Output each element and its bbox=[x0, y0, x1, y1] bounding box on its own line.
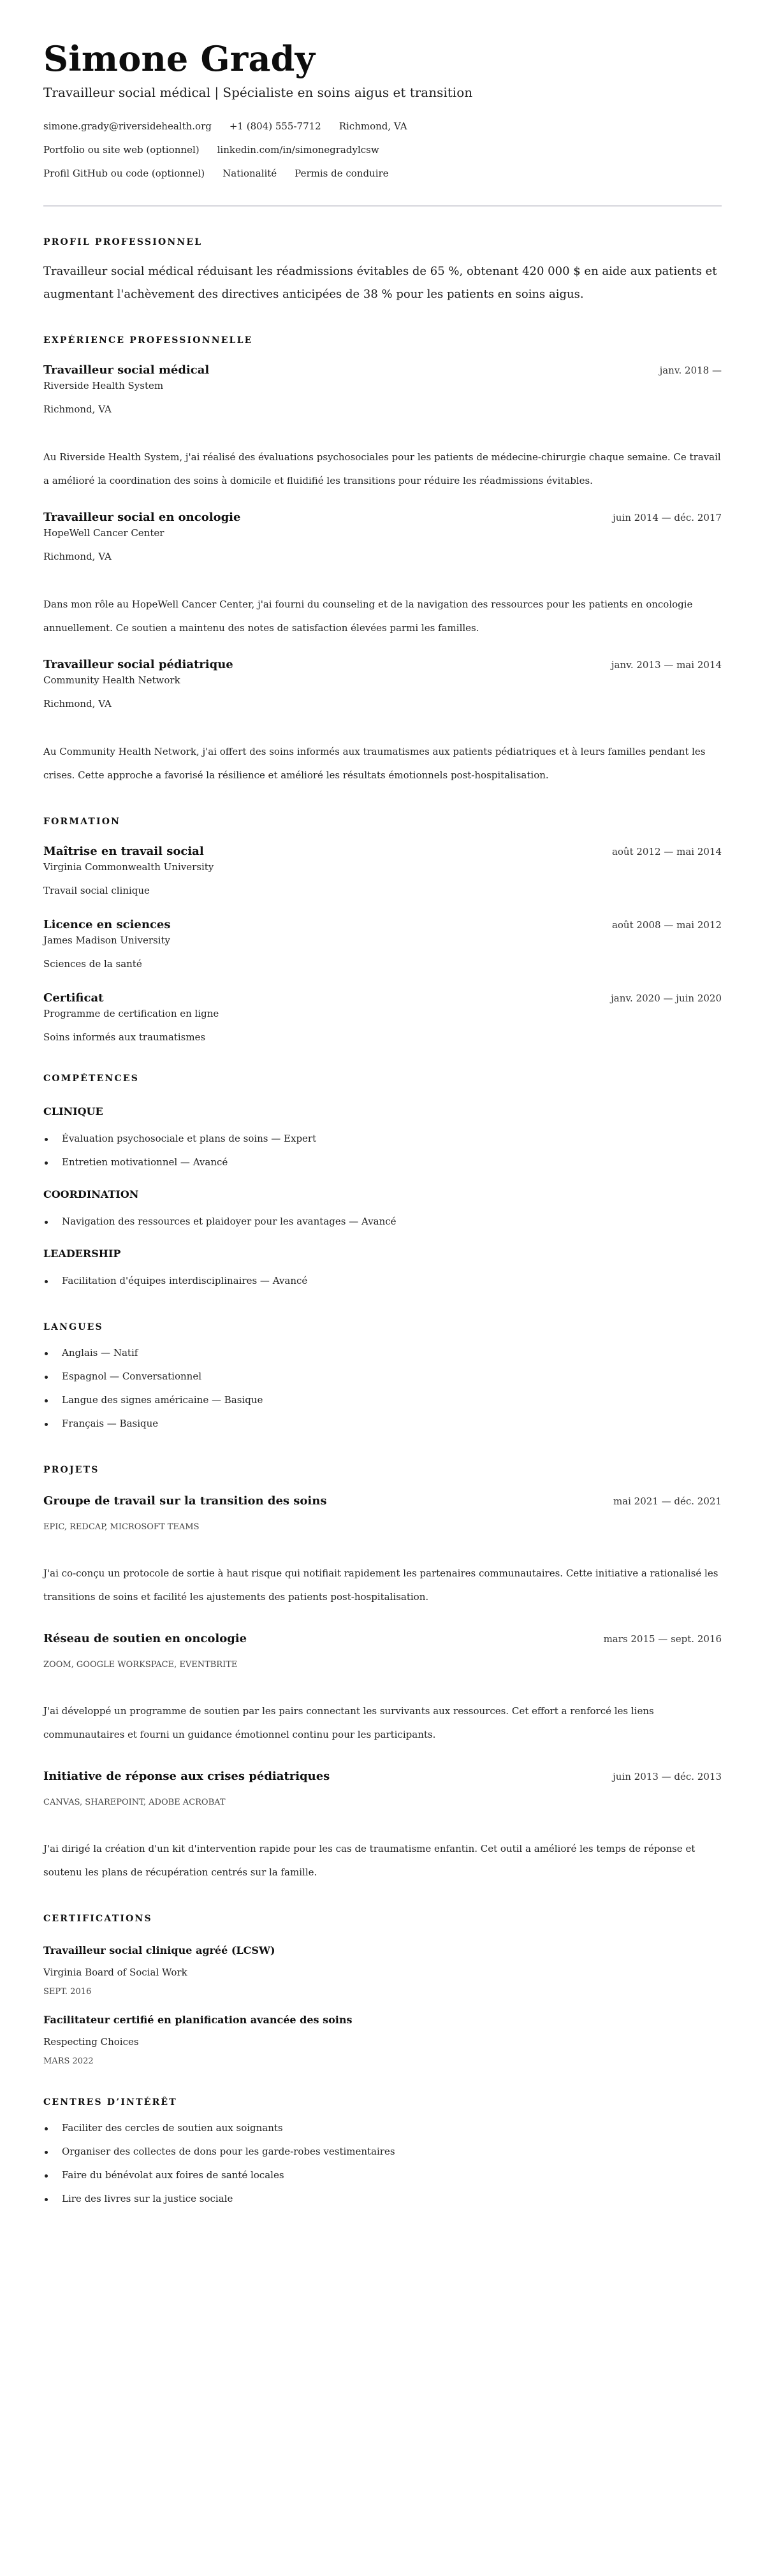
languages-section bbox=[43, 1321, 722, 1436]
contact-location: Richmond, VA bbox=[339, 120, 407, 132]
experience-entry bbox=[43, 362, 722, 493]
section-title: CERTIFICATIONS bbox=[43, 1914, 152, 1924]
language-item: Langue des signes américaine — Basique bbox=[43, 1388, 722, 1412]
language-item: Français — Basique bbox=[43, 1412, 722, 1436]
education-entry bbox=[43, 917, 722, 971]
section-title: PROJETS bbox=[43, 1465, 99, 1475]
certification-name: Travailleur social clinique agréé (LCSW) bbox=[43, 1944, 275, 1956]
contact-row bbox=[43, 143, 722, 156]
certification-issuer: Respecting Choices bbox=[43, 2036, 139, 2048]
job-employer: Community Health Network bbox=[43, 674, 180, 686]
project-entry bbox=[43, 1493, 722, 1609]
interest-item: Organiser des collectes de dons pour les garde-robes vestimentaires bbox=[43, 2140, 722, 2164]
project-date: mars 2015 — sept. 2016 bbox=[603, 1633, 722, 1645]
degree-title: Certificat bbox=[43, 991, 104, 1005]
resume-header bbox=[43, 36, 722, 180]
experience-entry bbox=[43, 657, 722, 787]
contact-github[interactable]: Profil GitHub ou code (optionnel) bbox=[43, 168, 205, 179]
candidate-name: Simone Grady bbox=[43, 38, 316, 79]
experience-section bbox=[43, 334, 722, 787]
school-name: James Madison University bbox=[43, 935, 170, 946]
profile-summary: Travailleur social médical réduisant les réadmissions évitables de 65 %, obtenant 420 000 $ en aide aux patients et augmentant l'achèvement des directives anticipées de 38 % pour les patients en soins aigus. bbox=[43, 265, 717, 301]
projects-section bbox=[43, 1464, 722, 1884]
education-entry bbox=[43, 990, 722, 1044]
section-title: COMPÉTENCES bbox=[43, 1073, 140, 1084]
field-of-study: Travail social clinique bbox=[43, 885, 150, 896]
contact-nationality: Nationalité bbox=[222, 168, 277, 179]
field-of-study: Soins informés aux traumatismes bbox=[43, 1031, 206, 1043]
project-title: Réseau de soutien en oncologie bbox=[43, 1632, 247, 1645]
job-date: janv. 2013 — mai 2014 bbox=[611, 659, 722, 671]
job-date: janv. 2018 — bbox=[659, 365, 722, 376]
skill-group bbox=[43, 1187, 722, 1233]
header-divider bbox=[43, 205, 722, 207]
certification-entry bbox=[43, 1943, 722, 1998]
degree-title: Licence en sciences bbox=[43, 918, 171, 931]
field-of-study: Sciences de la santé bbox=[43, 958, 142, 970]
section-title: CENTRES D’INTÉRÊT bbox=[43, 2097, 177, 2107]
project-description: J'ai dirigé la création d'un kit d'intervention rapide pour les cas de traumatisme enfantin. Cet outil a amélioré les temps de réponse et soutenu les plans de récupération centrés sur la famille. bbox=[43, 1843, 696, 1878]
skill-item: Facilitation d'équipes interdisciplinaires — Avancé bbox=[43, 1269, 722, 1293]
project-date: mai 2021 — déc. 2021 bbox=[613, 1495, 722, 1507]
certification-name: Facilitateur certifié en planification avancée des soins bbox=[43, 2014, 353, 2026]
job-title: Travailleur social en oncologie bbox=[43, 511, 241, 524]
job-location: Richmond, VA bbox=[43, 698, 112, 709]
project-title: Initiative de réponse aux crises pédiatriques bbox=[43, 1770, 330, 1783]
project-title: Groupe de travail sur la transition des soins bbox=[43, 1494, 327, 1508]
job-title: Travailleur social pédiatrique bbox=[43, 658, 233, 671]
section-title: FORMATION bbox=[43, 817, 121, 827]
project-tools: ZOOM, GOOGLE WORKSPACE, EVENTBRITE bbox=[43, 1660, 238, 1670]
education-section bbox=[43, 815, 722, 1044]
skill-item: Évaluation psychosociale et plans de soins — Expert bbox=[43, 1127, 722, 1151]
skill-group bbox=[43, 1246, 722, 1293]
language-item: Anglais — Natif bbox=[43, 1341, 722, 1365]
job-description: Dans mon rôle au HopeWell Cancer Center, j'ai fourni du counseling et de la navigation des ressources pour les patients en oncologie annuellement. Ce soutien a maintenu des notes de satisfaction élevées parmi les familles. bbox=[43, 599, 693, 634]
project-tools: CANVAS, SHAREPOINT, ADOBE ACROBAT bbox=[43, 1798, 226, 1807]
contact-linkedin[interactable]: linkedin.com/in/simonegradylcsw bbox=[217, 144, 379, 156]
skill-category: LEADERSHIP bbox=[43, 1248, 121, 1260]
contact-phone[interactable]: +1 (804) 555-7712 bbox=[229, 120, 321, 132]
project-description: J'ai co-conçu un protocole de sortie à haut risque qui notifiait rapidement les partenaires communautaires. Cette initiative a rationalisé les transitions de soins et facilité les ajustements des patients post-hospitalisation. bbox=[43, 1568, 718, 1603]
project-entry bbox=[43, 1768, 722, 1884]
contact-email[interactable]: simone.grady@riversidehealth.org bbox=[43, 120, 212, 132]
education-entry bbox=[43, 843, 722, 898]
education-date: août 2008 — mai 2012 bbox=[611, 919, 722, 931]
project-date: juin 2013 — déc. 2013 bbox=[613, 1771, 722, 1782]
degree-title: Maîtrise en travail social bbox=[43, 845, 204, 858]
skill-item: Navigation des ressources et plaidoyer pour les avantages — Avancé bbox=[43, 1210, 722, 1233]
language-item: Espagnol — Conversationnel bbox=[43, 1365, 722, 1388]
interest-item: Faire du bénévolat aux foires de santé locales bbox=[43, 2164, 722, 2187]
interest-item: Lire des livres sur la justice sociale bbox=[43, 2187, 722, 2211]
skill-item: Entretien motivationnel — Avancé bbox=[43, 1151, 722, 1174]
section-title: LANGUES bbox=[43, 1322, 103, 1332]
job-employer: Riverside Health System bbox=[43, 380, 164, 391]
interest-item: Faciliter des cercles de soutien aux soignants bbox=[43, 2116, 722, 2140]
skills-section bbox=[43, 1072, 722, 1293]
candidate-headline: Travailleur social médical | Spécialiste en soins aigus et transition bbox=[43, 85, 473, 100]
contact-row bbox=[43, 120, 722, 133]
job-description: Au Riverside Health System, j'ai réalisé des évaluations psychosociales pour les patients de médecine-chirurgie chaque semaine. Ce travail a amélioré la coordination des soins à domicile et fluidifié les transitions pour réduire les réadmissions évitables. bbox=[43, 451, 721, 486]
job-title: Travailleur social médical bbox=[43, 363, 210, 377]
school-name: Virginia Commonwealth University bbox=[43, 861, 214, 873]
certification-issuer: Virginia Board of Social Work bbox=[43, 1967, 187, 1978]
job-description: Au Community Health Network, j'ai offert des soins informés aux traumatismes aux patients pédiatriques et à leurs familles pendant les crises. Cette approche a favorisé la résilience et amélioré les résultats émotionnels post-hospitalisation. bbox=[43, 746, 706, 781]
job-employer: HopeWell Cancer Center bbox=[43, 527, 164, 539]
experience-entry bbox=[43, 509, 722, 640]
certification-entry bbox=[43, 2012, 722, 2068]
job-location: Richmond, VA bbox=[43, 551, 112, 562]
project-entry bbox=[43, 1631, 722, 1747]
interests-section bbox=[43, 2096, 722, 2211]
contact-driving-license: Permis de conduire bbox=[295, 168, 389, 179]
school-name: Programme de certification en ligne bbox=[43, 1008, 219, 1019]
project-description: J'ai développé un programme de soutien par les pairs connectant les survivants aux ressources. Cet effort a renforcé les liens communautaires et fourni un guidance émotionnel continu pour les participants. bbox=[43, 1705, 654, 1740]
skill-category: COORDINATION bbox=[43, 1188, 139, 1200]
section-title: PROFIL PROFESSIONNEL bbox=[43, 237, 203, 247]
certifications-section bbox=[43, 1912, 722, 2068]
job-date: juin 2014 — déc. 2017 bbox=[613, 512, 722, 523]
skill-category: CLINIQUE bbox=[43, 1105, 103, 1117]
contact-row bbox=[43, 167, 722, 180]
education-date: janv. 2020 — juin 2020 bbox=[611, 993, 722, 1004]
job-location: Richmond, VA bbox=[43, 404, 112, 415]
section-title: EXPÉRIENCE PROFESSIONNELLE bbox=[43, 335, 253, 346]
profile-section bbox=[43, 236, 722, 306]
skill-group bbox=[43, 1104, 722, 1174]
contact-portfolio[interactable]: Portfolio ou site web (optionnel) bbox=[43, 144, 200, 156]
education-date: août 2012 — mai 2014 bbox=[611, 846, 722, 857]
certification-date: SEPT. 2016 bbox=[43, 1987, 92, 1997]
certification-date: MARS 2022 bbox=[43, 2056, 94, 2066]
project-tools: EPIC, REDCAP, MICROSOFT TEAMS bbox=[43, 1522, 200, 1532]
